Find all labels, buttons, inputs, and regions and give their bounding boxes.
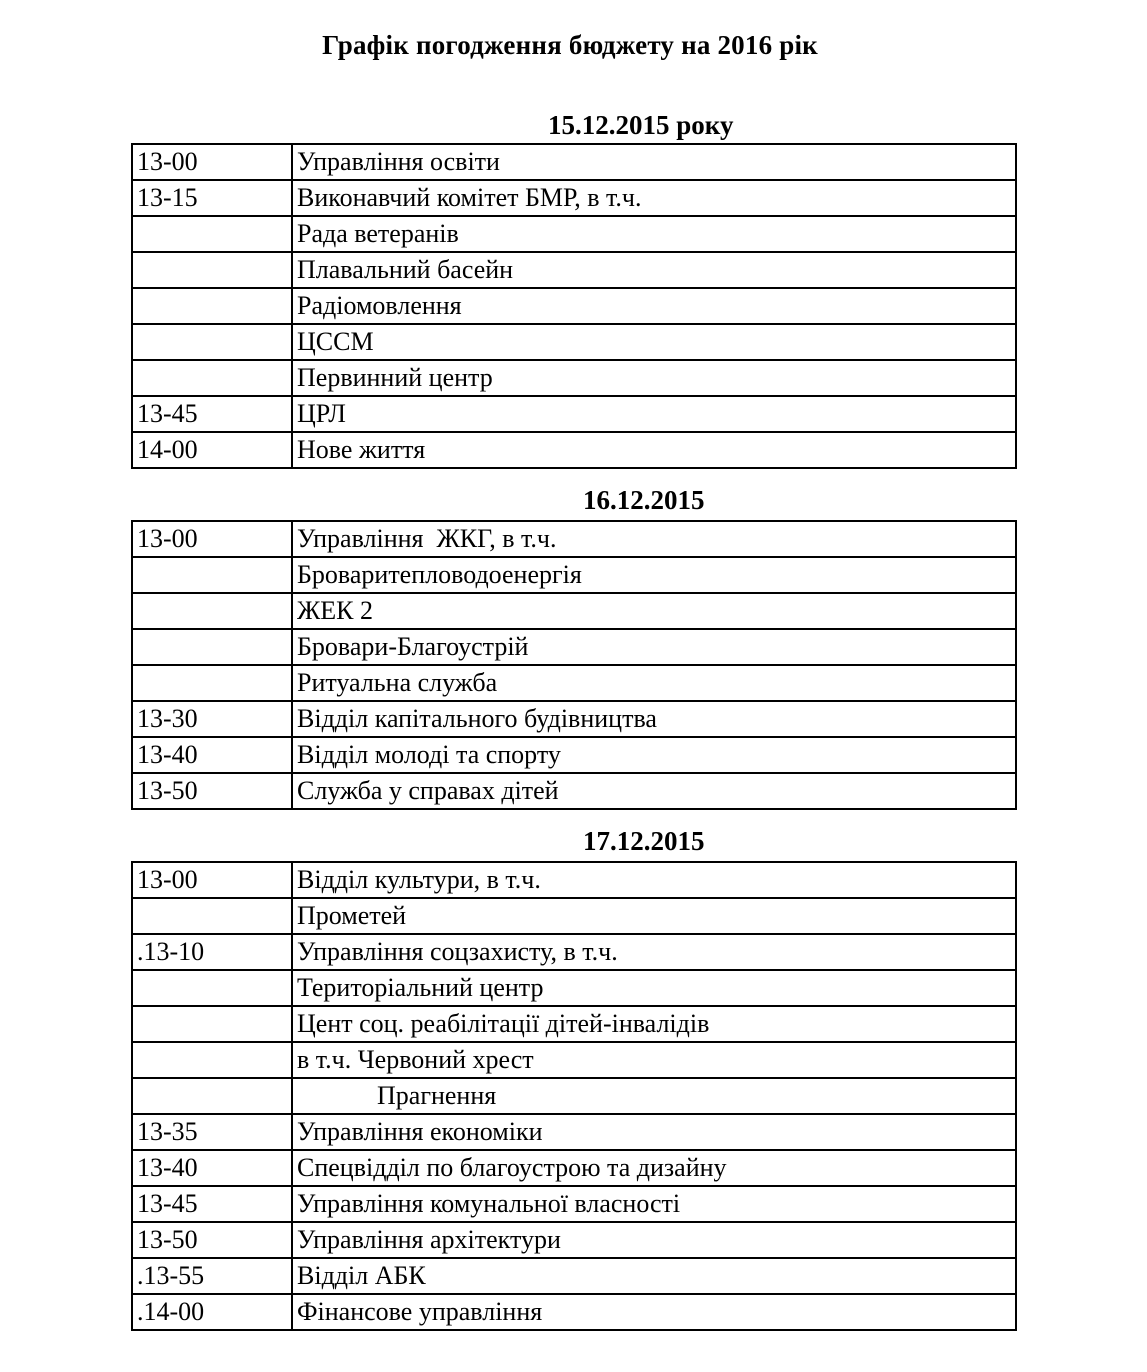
- time-cell: 13-30: [132, 701, 292, 737]
- time-cell: [132, 1006, 292, 1042]
- table-row: [132, 1150, 1016, 1186]
- department-cell: в т.ч. Червоний хрест: [292, 1042, 1016, 1078]
- time-cell: .14-00: [132, 1294, 292, 1330]
- time-cell: 13-50: [132, 773, 292, 809]
- time-cell: 13-50: [132, 1222, 292, 1258]
- table-row: [132, 862, 1016, 898]
- department-cell: Нове життя: [292, 432, 1016, 468]
- table-row: [132, 180, 1016, 216]
- time-cell: 13-45: [132, 396, 292, 432]
- time-cell: [132, 629, 292, 665]
- time-cell: [132, 252, 292, 288]
- time-cell: [132, 898, 292, 934]
- department-cell: Управління архітектури: [292, 1222, 1016, 1258]
- department-cell: Управління ЖКГ, в т.ч.: [292, 521, 1016, 557]
- department-cell: Служба у справах дітей: [292, 773, 1016, 809]
- time-cell: [132, 360, 292, 396]
- time-cell: [132, 216, 292, 252]
- department-cell: Відділ АБК: [292, 1258, 1016, 1294]
- time-cell: .13-10: [132, 934, 292, 970]
- department-cell: Плавальний басейн: [292, 252, 1016, 288]
- time-cell: .13-55: [132, 1258, 292, 1294]
- table-row: [132, 898, 1016, 934]
- document-title: Графік погодження бюджету на 2016 рік: [322, 30, 818, 60]
- time-cell: [132, 1042, 292, 1078]
- table-row: [132, 773, 1016, 809]
- table-row: [132, 288, 1016, 324]
- section-date-1: 15.12.2015 року: [548, 110, 734, 140]
- table-row: [132, 1078, 1016, 1114]
- table-row: [132, 521, 1016, 557]
- department-cell: ЖЕК 2: [292, 593, 1016, 629]
- department-cell: Управління соцзахисту, в т.ч.: [292, 934, 1016, 970]
- department-cell: Фінансове управління: [292, 1294, 1016, 1330]
- department-cell: Цент соц. реабілітації дітей-інвалідів: [292, 1006, 1016, 1042]
- time-cell: 13-00: [132, 521, 292, 557]
- table-row: [132, 934, 1016, 970]
- table-row: [132, 665, 1016, 701]
- table-row: [132, 1294, 1016, 1330]
- time-cell: 13-45: [132, 1186, 292, 1222]
- table-row: [132, 396, 1016, 432]
- table-row: [132, 701, 1016, 737]
- department-cell: Територіальний центр: [292, 970, 1016, 1006]
- table-row: [132, 1186, 1016, 1222]
- department-cell: Відділ молоді та спорту: [292, 737, 1016, 773]
- section-date-3: 17.12.2015: [583, 826, 705, 856]
- time-cell: 14-00: [132, 432, 292, 468]
- time-cell: 13-40: [132, 1150, 292, 1186]
- department-cell: ЦРЛ: [292, 396, 1016, 432]
- department-cell: Броваритепловодоенергія: [292, 557, 1016, 593]
- table-row: [132, 360, 1016, 396]
- time-cell: [132, 324, 292, 360]
- time-cell: [132, 288, 292, 324]
- department-cell: Виконавчий комітет БМР, в т.ч.: [292, 180, 1016, 216]
- time-cell: 13-15: [132, 180, 292, 216]
- department-cell: Радіомовлення: [292, 288, 1016, 324]
- table-row: [132, 324, 1016, 360]
- department-cell: Первинний центр: [292, 360, 1016, 396]
- schedule-table-2: [131, 520, 1017, 810]
- time-cell: 13-40: [132, 737, 292, 773]
- section-date-2: 16.12.2015: [583, 485, 705, 515]
- department-cell: ЦССМ: [292, 324, 1016, 360]
- time-cell: 13-35: [132, 1114, 292, 1150]
- time-cell: [132, 1078, 292, 1114]
- schedule-table-3: [131, 861, 1017, 1331]
- schedule-table-1: [131, 143, 1017, 469]
- department-cell: Прагнення: [292, 1078, 1016, 1114]
- department-cell: Рада ветеранів: [292, 216, 1016, 252]
- table-row: [132, 216, 1016, 252]
- table-row: [132, 1042, 1016, 1078]
- department-cell: Відділ культури, в т.ч.: [292, 862, 1016, 898]
- table-row: [132, 593, 1016, 629]
- table-row: [132, 1006, 1016, 1042]
- time-cell: [132, 593, 292, 629]
- table-row: [132, 970, 1016, 1006]
- table-row: [132, 432, 1016, 468]
- time-cell: [132, 970, 292, 1006]
- table-row: [132, 737, 1016, 773]
- table-row: [132, 144, 1016, 180]
- department-cell: Бровари-Благоустрій: [292, 629, 1016, 665]
- department-cell: Відділ капітального будівництва: [292, 701, 1016, 737]
- table-row: [132, 1114, 1016, 1150]
- table-row: [132, 1222, 1016, 1258]
- department-cell: Управління економіки: [292, 1114, 1016, 1150]
- table-row: [132, 1258, 1016, 1294]
- time-cell: 13-00: [132, 144, 292, 180]
- time-cell: [132, 665, 292, 701]
- department-cell: Управління освіти: [292, 144, 1016, 180]
- time-cell: [132, 557, 292, 593]
- table-row: [132, 557, 1016, 593]
- table-row: [132, 252, 1016, 288]
- time-cell: 13-00: [132, 862, 292, 898]
- department-cell: Управління комунальної власності: [292, 1186, 1016, 1222]
- department-cell: Спецвідділ по благоустрою та дизайну: [292, 1150, 1016, 1186]
- department-cell: Ритуальна служба: [292, 665, 1016, 701]
- table-row: [132, 629, 1016, 665]
- department-cell: Прометей: [292, 898, 1016, 934]
